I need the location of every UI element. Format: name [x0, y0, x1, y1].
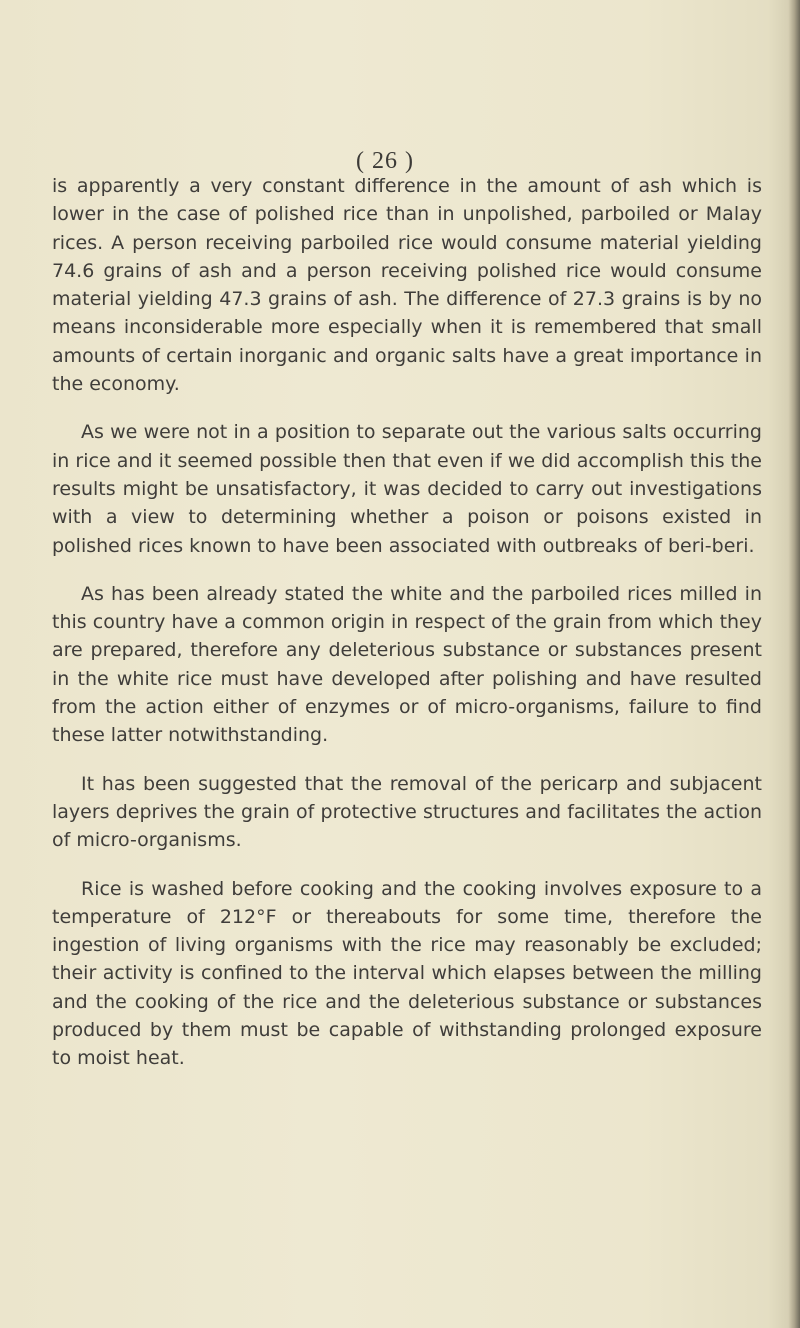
paragraph-2: As we were not in a position to separate out the various salts occurring in rice and it seemed possible then that even if we did accomplish this the results might be unsatisfactory, it was decided to carry out investigations with a view to determining whether a poison or poisons existed in polished rices known to have been associated with outbreaks of beri-beri. — [52, 421, 762, 557]
page-edge-shadow — [788, 0, 800, 1328]
paragraph-4: It has been suggested that the removal of the pericarp and subjacent layers deprives the grain of protective structures and facilitates the action of micro-organisms. — [52, 772, 762, 852]
paragraph-5: Rice is washed before cooking and the cooking involves exposure to a temperature of 212°F or thereabouts for some time, therefore the ingestion of living organisms with the rice may reasonably be excluded; their activity is confined to the interval which elapses between the milling and the cooking of the rice and the deleterious substance or substances produced by them must be capable of withstanding prolonged exposure to moist heat. — [52, 877, 762, 1070]
body-text — [52, 172, 762, 1093]
page-number: ( 26 ) — [356, 148, 414, 174]
paragraph-1: is apparently a very constant difference in the amount of ash which is lower in the case of polished rice than in unpolished, parboiled or Malay rices. A person receiving parboiled rice would consume material yielding 74.6 grains of ash and a person receiving polished rice would consume material yielding 47.3 grains of ash. The difference of 27.3 grains is by no means inconsiderable more especially when it is remembered that small amounts of certain inorganic and organic salts have a great importance in the economy. — [52, 175, 762, 396]
paragraph-3: As has been already stated the white and the parboiled rices milled in this country have a common origin in respect of the grain from which they are prepared, therefore any deleterious substance or substances present in the white rice must have developed after polishing and have resulted from the action either of enzymes or of micro-organisms, failure to find these latter notwithstanding. — [52, 582, 762, 747]
